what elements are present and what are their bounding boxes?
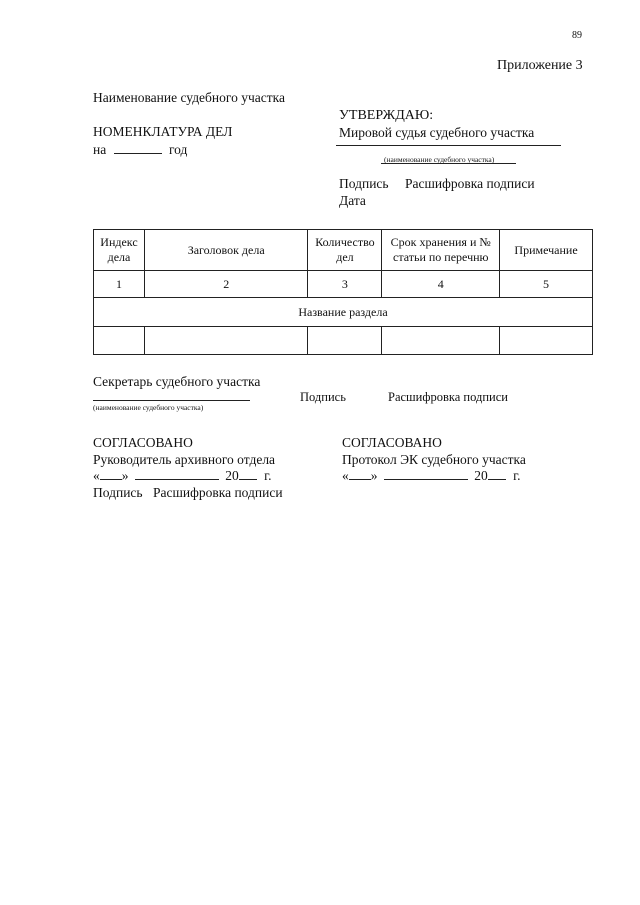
empty-cell	[94, 327, 145, 355]
table-number-row	[94, 271, 593, 298]
agreed-left-role: Руководитель архивного отдела	[93, 452, 276, 467]
year-suffix: г.	[264, 468, 272, 483]
empty-cell	[144, 327, 308, 355]
approve-title: УТВЕРЖДАЮ:	[339, 108, 434, 123]
day-blank	[349, 468, 371, 480]
approve-court-line	[336, 145, 561, 146]
nomenclature-title: НОМЕНКЛАТУРА ДЕЛ	[93, 124, 233, 139]
secretary-court-line	[93, 400, 250, 401]
header-note: Примечание	[500, 230, 593, 271]
year-prefix: 20	[225, 468, 239, 483]
secretary-signature: Подпись	[300, 390, 346, 404]
empty-cell	[308, 327, 382, 355]
page-number: 89	[572, 30, 582, 41]
year-suffix: г.	[513, 468, 521, 483]
date-close-quote: »	[370, 468, 378, 483]
date-close-quote: »	[121, 468, 129, 483]
year-suffix: год	[168, 142, 188, 157]
number-cell: 4	[382, 271, 500, 298]
approve-hint-line	[381, 163, 516, 164]
header-count: Количество дел	[308, 230, 382, 271]
header-storage: Срок хранения и № статьи по перечню	[382, 230, 500, 271]
year-blank	[239, 468, 257, 480]
appendix-label: Приложение 3	[497, 58, 583, 73]
nomenclature-year-line	[93, 142, 187, 158]
day-blank	[100, 468, 122, 480]
secretary-label: Секретарь судебного участка	[93, 374, 261, 389]
agreed-left-title: СОГЛАСОВАНО	[93, 435, 193, 450]
year-prefix: на	[93, 142, 107, 157]
approve-judge: Мировой судья судебного участка	[339, 125, 535, 140]
agreed-right-date-line	[342, 468, 521, 484]
court-name-label: Наименование судебного участка	[93, 90, 285, 105]
secretary-court-hint: (наименование судебного участка)	[93, 403, 204, 412]
empty-cell	[500, 327, 593, 355]
agreed-right-role: Протокол ЭК судебного участка	[342, 452, 526, 467]
table-section-row	[94, 298, 593, 327]
year-blank	[488, 468, 506, 480]
number-cell: 2	[144, 271, 308, 298]
approve-court-hint: (наименование судебного участка)	[384, 155, 495, 164]
table-header-row	[94, 230, 593, 271]
number-cell: 5	[500, 271, 593, 298]
date-open-quote: «	[342, 468, 349, 483]
header-index: Индекс дела	[94, 230, 145, 271]
month-blank	[135, 468, 219, 480]
year-prefix: 20	[474, 468, 488, 483]
agreed-right-title: СОГЛАСОВАНО	[342, 435, 442, 450]
agreed-left-date-line	[93, 468, 272, 484]
approve-decode: Расшифровка подписи	[405, 176, 535, 191]
date-open-quote: «	[93, 468, 100, 483]
year-blank	[114, 142, 162, 154]
number-cell: 3	[308, 271, 382, 298]
number-cell: 1	[94, 271, 145, 298]
agreed-left-signature: Подпись	[93, 485, 143, 500]
secretary-decode: Расшифровка подписи	[388, 390, 508, 404]
agreed-left-decode: Расшифровка подписи	[153, 485, 283, 500]
month-blank	[384, 468, 468, 480]
empty-cell	[382, 327, 500, 355]
nomenclature-table	[93, 229, 593, 355]
approve-date: Дата	[339, 193, 366, 208]
header-title: Заголовок дела	[144, 230, 308, 271]
section-title: Название раздела	[94, 298, 593, 327]
approve-signature: Подпись	[339, 176, 389, 191]
table-row	[94, 327, 593, 355]
